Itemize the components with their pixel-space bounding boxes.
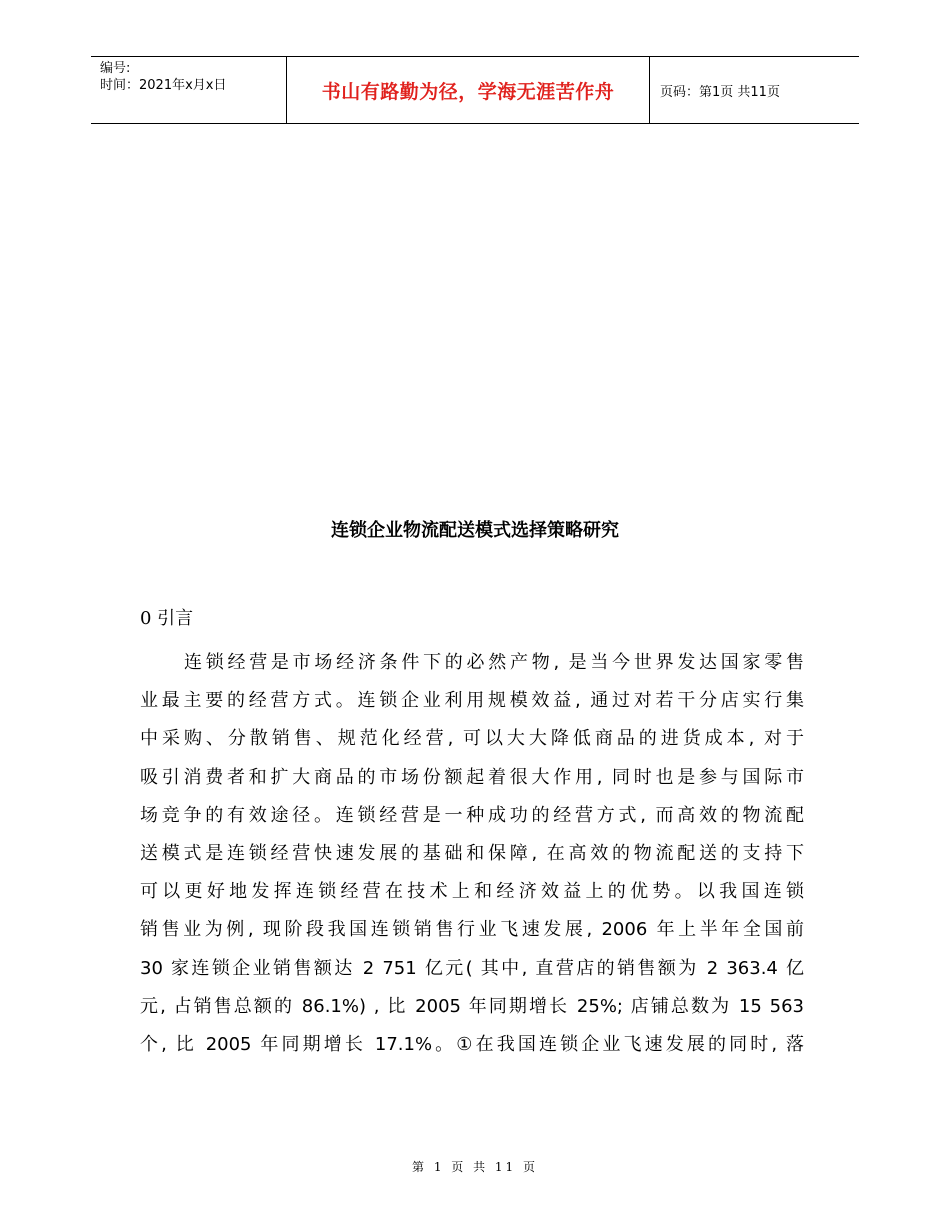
section-heading: 0 引言 — [140, 608, 194, 629]
body-paragraph — [140, 644, 804, 1064]
paragraph-line: 送模式是连锁经营快速发展的基础和保障, 在高效的物流配送的支持下 — [140, 842, 804, 864]
paragraph-line: 吸引消费者和扩大商品的市场份额起着很大作用, 同时也是参与国际市 — [140, 766, 804, 788]
header-page-info-cell — [650, 57, 859, 123]
document-date: 时间：2021年x月x日 — [100, 78, 227, 93]
page-footer: 第 1 页 共 11 页 — [412, 1160, 538, 1174]
page-info: 页码：第1页 共11页 — [660, 84, 780, 100]
paragraph-line: 中采购、分散销售、规范化经营, 可以大大降低商品的进货成本, 对于 — [140, 728, 804, 750]
paragraph-line: 个, 比 2005 年同期增长 17.1%。①在我国连锁企业飞速发展的同时, 落 — [140, 1033, 804, 1055]
document-title: 连锁企业物流配送模式选择策略研究 — [331, 520, 619, 541]
paragraph-line: 元, 占销售总额的 86.1%) , 比 2005 年同期增长 25%; 店铺总数为 15 563 — [140, 995, 804, 1017]
paragraph-line: 业最主要的经营方式。连锁企业利用规模效益, 通过对若干分店实行集 — [140, 690, 804, 712]
paragraph-line: 连锁经营是市场经济条件下的必然产物, 是当今世界发达国家零售 — [184, 652, 804, 673]
header-meta — [91, 57, 287, 123]
motto-text: 书山有路勤为径，学海无涯苦作舟 — [321, 80, 615, 103]
paragraph-line: 30 家连锁企业销售额达 2 751 亿元( 其中, 直营店的销售额为 2 363.4 亿 — [140, 957, 804, 979]
document-number-label: 编号: — [100, 61, 131, 76]
paragraph-line: 销售业为例, 现阶段我国连锁销售行业飞速发展, 2006 年上半年全国前 — [140, 919, 804, 941]
page-header — [91, 56, 859, 124]
paragraph-line: 场竞争的有效途径。连锁经营是一种成功的经营方式, 而高效的物流配 — [140, 804, 804, 826]
header-motto-cell — [287, 57, 650, 123]
paragraph-line: 可以更好地发挥连锁经营在技术上和经济效益上的优势。以我国连锁 — [140, 881, 804, 903]
